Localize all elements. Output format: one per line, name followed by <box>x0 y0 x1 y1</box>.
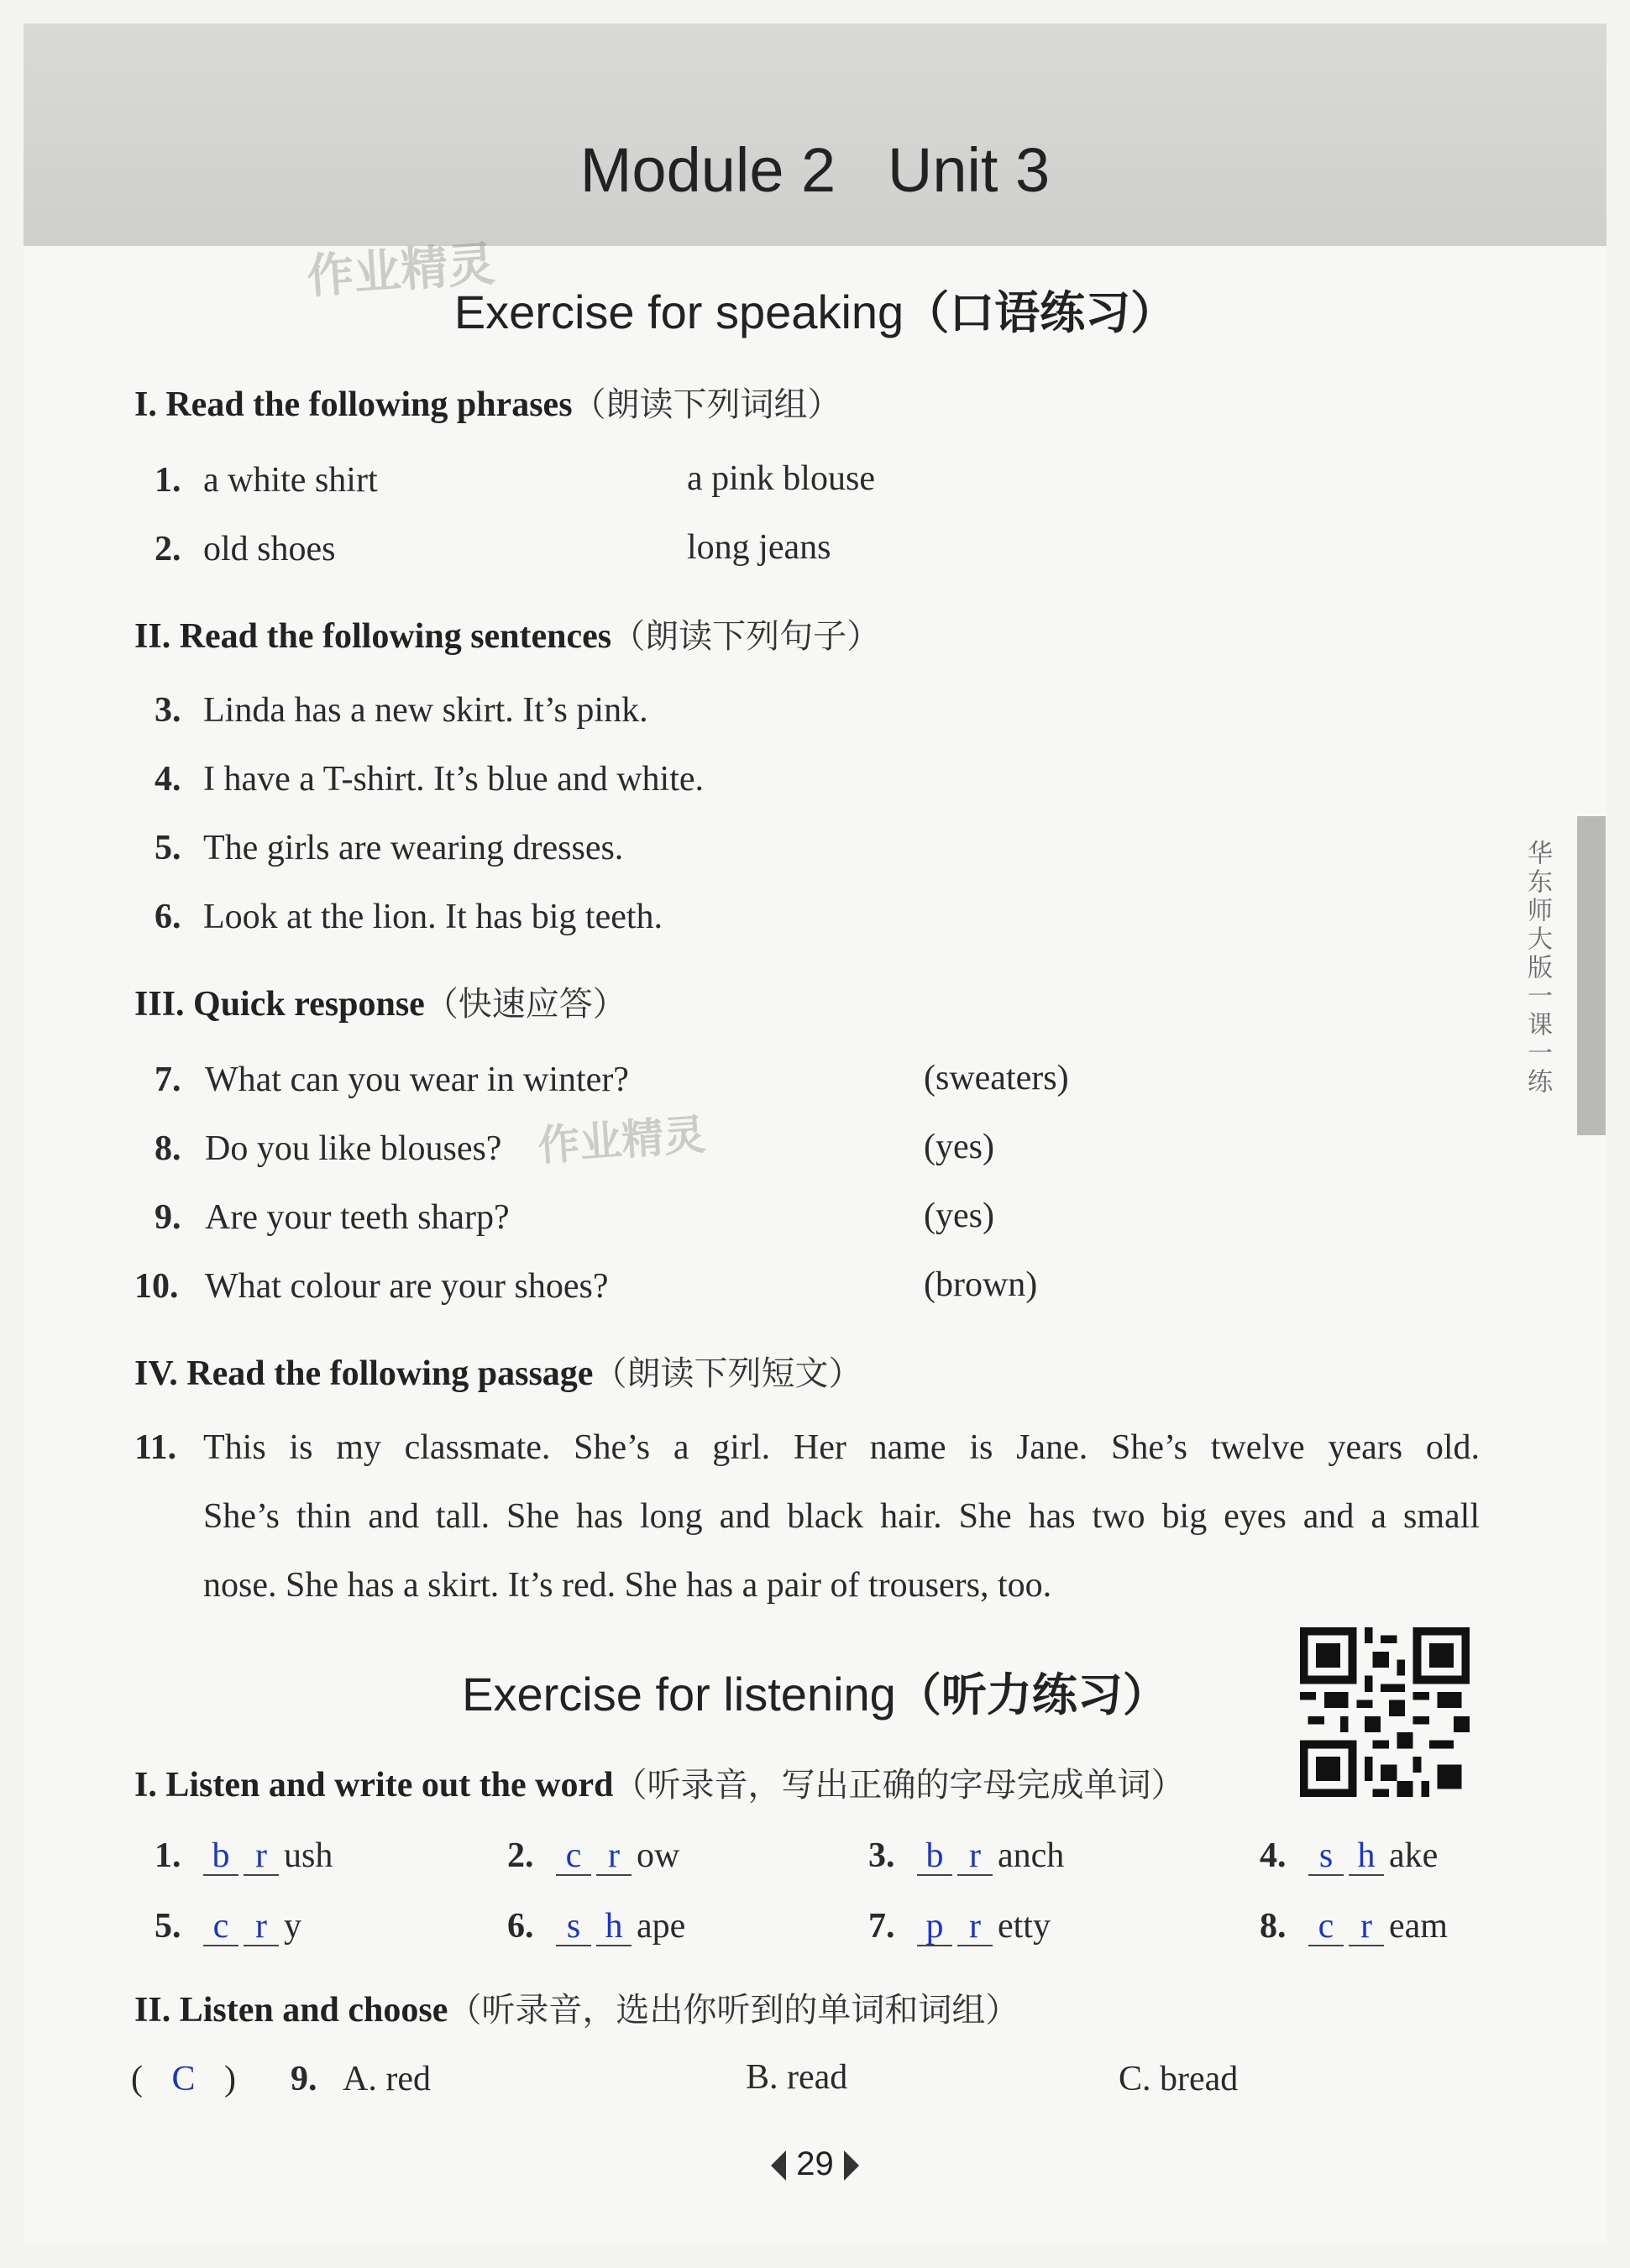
answer-blank[interactable]: s <box>1308 1837 1344 1876</box>
phrase: a pink blouse <box>687 459 875 498</box>
answer-blank[interactable]: c <box>203 1908 238 1946</box>
speaking-part3-heading <box>134 977 626 1025</box>
next-page-icon[interactable] <box>844 2150 859 2181</box>
choice-answer-bracket[interactable]: ( C ) <box>131 2060 236 2098</box>
answer-blank[interactable]: r <box>244 1837 279 1876</box>
item-number: 5. <box>155 829 181 867</box>
question-row <box>155 1197 510 1238</box>
answer-blank[interactable]: c <box>1308 1908 1344 1946</box>
word-ending: ush <box>284 1836 333 1875</box>
phrase-row <box>155 529 336 569</box>
question: Are your teeth sharp? <box>205 1198 510 1237</box>
word-ending: ape <box>637 1907 686 1946</box>
question-row <box>134 1266 608 1307</box>
side-tab-label: 华东师大版一课一练 <box>1523 840 1552 1097</box>
speaking-title: Exercise for speaking <box>453 285 904 338</box>
answer-blank[interactable]: b <box>203 1837 238 1876</box>
sentence: The girls are wearing dresses. <box>203 829 624 867</box>
item-number: 7. <box>155 1061 181 1099</box>
word-blank-item <box>1260 1836 1438 1876</box>
sentence: Linda has a new skirt. It’s pink. <box>203 691 648 730</box>
word-blank-item <box>868 1836 1064 1876</box>
item-number: 4. <box>1260 1836 1287 1875</box>
option-a[interactable]: A. red <box>343 2060 431 2098</box>
item-number: 8. <box>155 1129 181 1168</box>
choice-answer: C <box>171 2060 196 2098</box>
previous-page-icon[interactable] <box>771 2150 786 2181</box>
word-blank-item <box>507 1836 679 1876</box>
item-number: 2. <box>507 1836 534 1875</box>
heading-text-zh: （听录音，写出正确的字母完成单词） <box>613 1766 1185 1804</box>
heading-text-zh: （朗读下列句子） <box>611 617 881 656</box>
watermark: 作业精灵 <box>305 237 497 305</box>
question-row <box>155 1060 629 1100</box>
item-number: 10. <box>134 1267 179 1306</box>
item-number: 1. <box>155 1836 181 1875</box>
heading-text-zh: （朗读下列短文） <box>593 1354 862 1393</box>
answer-blank[interactable]: h <box>596 1908 632 1946</box>
word-ending: ake <box>1389 1836 1439 1875</box>
answer-blank[interactable]: p <box>917 1908 952 1946</box>
listening-title-zh: （听力练习） <box>895 1668 1168 1721</box>
heading-text: I. Read the following phrases <box>134 385 573 424</box>
item-number: 9. <box>155 1198 181 1237</box>
item-number: 11. <box>134 1428 177 1467</box>
response-hint: (brown) <box>924 1265 1038 1304</box>
sentence: Look at the lion. It has big teeth. <box>203 898 663 936</box>
speaking-section-title <box>0 277 1630 342</box>
passage-line: This is my classmate. She’s a girl. Her name is Jane. She’s twelve years old. <box>203 1428 1480 1467</box>
heading-text-zh: （听录音，选出你听到的单词和词组） <box>448 1991 1019 2030</box>
item-number: 6. <box>507 1907 534 1946</box>
item-number: 9. <box>291 2060 317 2098</box>
option-b[interactable]: B. read <box>746 2058 848 2097</box>
qr-code-icon[interactable] <box>1300 1627 1470 1797</box>
listening-part1-heading <box>134 1758 1185 1806</box>
heading-text: II. Listen and choose <box>134 1991 448 2030</box>
passage-line: She’s thin and tall. She has long and black hair. She has two big eyes and a small <box>203 1497 1480 1536</box>
page-number-nav <box>0 2145 1630 2183</box>
answer-blank[interactable]: c <box>556 1837 591 1876</box>
word-blank-item <box>155 1836 333 1876</box>
speaking-part2-heading <box>134 610 880 657</box>
heading-text: II. Read the following sentences <box>134 617 612 656</box>
answer-blank[interactable]: b <box>917 1837 952 1876</box>
item-number: 2. <box>155 530 181 568</box>
option-c[interactable]: C. bread <box>1119 2060 1239 2098</box>
listening-title: Exercise for listening <box>462 1668 896 1721</box>
answer-blank[interactable]: r <box>957 1908 993 1946</box>
word-ending: ow <box>637 1836 680 1875</box>
answer-blank[interactable]: r <box>596 1837 632 1876</box>
item-number: 3. <box>155 691 181 730</box>
item-number: 5. <box>155 1907 181 1946</box>
sentence-row <box>155 828 623 868</box>
answer-blank[interactable]: r <box>244 1908 279 1946</box>
phrase: old shoes <box>203 530 336 568</box>
sentence: I have a T-shirt. It’s blue and white. <box>203 760 705 799</box>
question: What colour are your shoes? <box>205 1267 609 1306</box>
sentence-row <box>155 897 663 937</box>
word-blank-item <box>507 1906 685 1946</box>
answer-blank[interactable]: r <box>957 1837 993 1876</box>
sentence-row <box>155 759 704 799</box>
response-hint: (yes) <box>924 1128 994 1166</box>
response-hint: (yes) <box>924 1197 994 1235</box>
question: Do you like blouses? <box>205 1129 502 1168</box>
word-ending: anch <box>998 1836 1065 1875</box>
question-row <box>155 1129 501 1169</box>
word-ending: eam <box>1389 1907 1448 1946</box>
page-number: 29 <box>796 2145 834 2182</box>
word-ending: etty <box>998 1907 1051 1946</box>
phrase: long jeans <box>687 528 831 567</box>
phrase-row <box>155 460 378 500</box>
listening-part2-heading <box>134 1983 1019 2031</box>
item-number: 4. <box>155 760 181 799</box>
word-blank-item <box>155 1906 301 1946</box>
heading-text: IV. Read the following passage <box>134 1354 594 1393</box>
watermark: 作业精灵 <box>536 1110 708 1171</box>
item-number: 1. <box>155 461 181 500</box>
word-blank-item <box>868 1906 1051 1946</box>
item-number: 3. <box>868 1836 895 1875</box>
answer-blank[interactable]: h <box>1349 1837 1384 1876</box>
heading-text: I. Listen and write out the word <box>134 1766 614 1804</box>
phrase: a white shirt <box>203 461 378 500</box>
heading-text: III. Quick response <box>134 985 425 1024</box>
speaking-part4-heading <box>134 1347 862 1395</box>
heading-text-zh: （朗读下列词组） <box>572 385 841 424</box>
item-number: 7. <box>868 1907 895 1946</box>
word-blank-item <box>1260 1906 1448 1946</box>
answer-blank[interactable]: r <box>1349 1908 1384 1946</box>
passage-line: nose. She has a skirt. It’s red. She has a pair of trousers, too. <box>203 1566 1052 1605</box>
item-number: 6. <box>155 898 181 936</box>
word-ending: y <box>284 1907 301 1946</box>
question: What can you wear in winter? <box>205 1061 629 1099</box>
sentence-row <box>155 690 648 731</box>
response-hint: (sweaters) <box>924 1059 1069 1097</box>
speaking-title-zh: （口语练习） <box>904 286 1177 339</box>
answer-blank[interactable]: s <box>556 1908 591 1946</box>
side-tab <box>1577 816 1606 1135</box>
heading-text-zh: （快速应答） <box>424 985 626 1024</box>
item-number: 8. <box>1260 1907 1287 1946</box>
speaking-part1-heading <box>134 378 841 426</box>
page-title: Module 2 Unit 3 <box>579 135 1051 205</box>
